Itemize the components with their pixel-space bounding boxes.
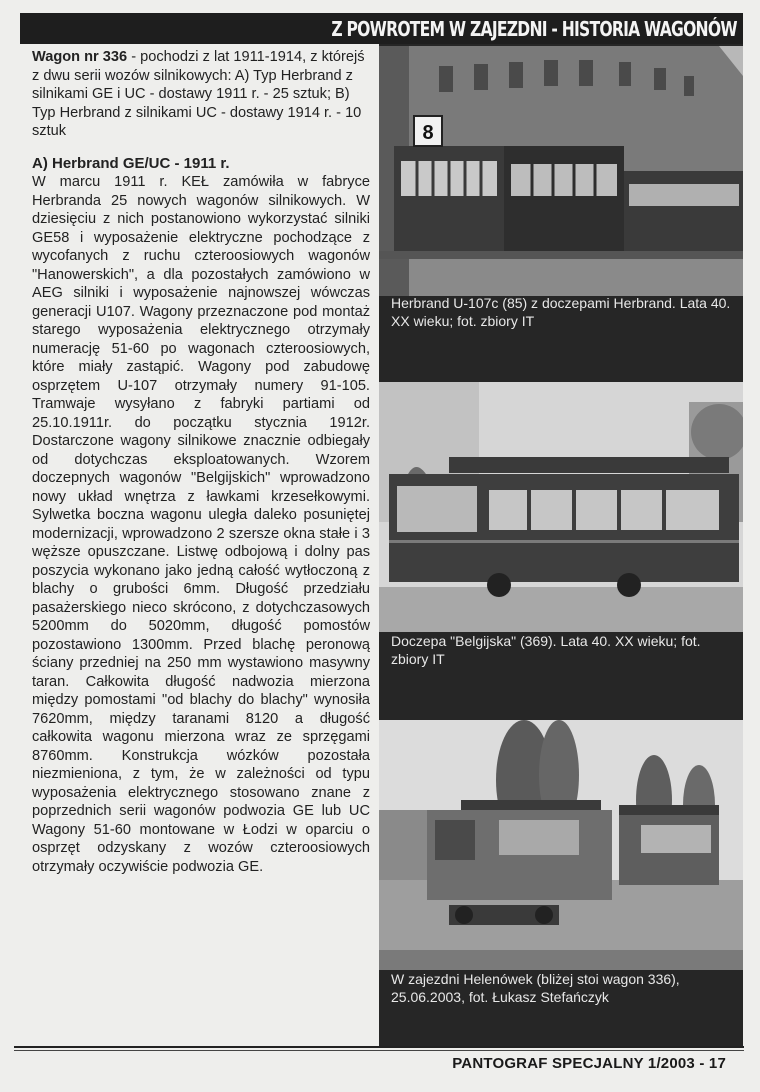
caption-photo-2: Doczepa "Belgijska" (369). Lata 40. XX wieku; fot. zbiory IT [391,633,701,667]
photo-belgian-trailer [379,382,743,632]
caption-photo-3: W zajezdni Helenówek (bliżej stoi wagon 336), 25.06.2003, fot. Łukasz Stefańczyk [391,971,680,1005]
caption-photo-1: Herbrand U-107c (85) z doczepami Herbrand. Lata 40. XX wieku; fot. zbiory IT [391,295,731,329]
footer-page-info: PANTOGRAF SPECJALNY 1/2003 - 17 [452,1055,726,1072]
section-body: W marcu 1911 r. KEŁ zamówiła w fabryce Herbranda 25 nowych wagonów silnikowych. W dziesięciu z nich postanowiono wykorzystać silniki GE58 i wyposażenie elektryczne pochodzące z wycofanych z ruchu czteroosiowych wagonów "Hanowerskich", a dla pozostałych zamówiono w AEG silniki i wyposażenie najnowszej wówczas generacji U107. Wagony przeznaczone pod montaż starego wyposażenia elektrycznego otrzymały numerację 51-60 po wagonach czteroosiowych, które miały zastąpić. Wagony pod zabudowę osprzętem U-107 otrzymały numery 91-105. Tramwaje wysyłano z fabryki partiami od 25.10.1911r. do początku stycznia 1912r. Dostarczone wagony silnikowe znacznie odbiegały od dotychczas eksploatowanych. Wzorem doczepnych wagonów "Belgijskich" wprowadzono nowy układ wnętrza z ławkami krzesełkowymi. Sylwetka boczna wagonu uległa daleko posuniętej modernizacji, wprowadzono 2 szersze okna stałe i 3 węższe opuszczane. Listwę odbojową i dolny pas poszycia wykonano jako jedną całość wytłoczoną z blachy o grubości 6mm. Długość przedziału pasażerskiego nieco skrócono, z dotychczasowych 5200mm do 5020mm, długość pomostów pozostawiono 1300mm. Przed blachę peronową ściany przedniej na 250 mm wystawiono masywny taran. Całkowita długość nadwozia mierzona między pomostami "od blachy do blachy" wynosiła 7620mm, między taranami 8120 a długość całkowita wagonu mierzona wraz ze sprzęgami 8760mm. Konstrukcja wózków pozostała niezmieniona, z tym, że w zależności od typu wyposażenia elektrycznego stosowano znane z poprzednich serii wagonów podwozia GE lub UC Wagony 51-60 montowane w Łodzi w oparciu o osprzęt odzyskany z wozów czteroosiowych otrzymały oczywiście podwozia GE. [32,174,370,875]
photo-column [379,44,743,1046]
photo-tram-herbrand-image [379,46,743,296]
photo-belgian-trailer-image [379,382,743,632]
intro-paragraph [32,48,370,141]
photo-helenowek-depot-image [379,720,743,970]
header-title: Z POWROTEM W ZAJEZDNI - HISTORIA WAGONÓW [331,17,737,41]
route-sign-number: 8 [422,122,434,144]
intro-lead: Wagon nr 336 [32,49,128,65]
photo-helenowek-depot [379,720,743,970]
article-text [32,48,370,876]
intro-text: - pochodzi z lat 1911-1914, z którejś z dwu serii wozów silnikowych: A) Typ Herbrand z silnikami GE i UC - dostawy 1911 r. - 25 sztuk; B) Typ Herbrand z silnikami UC - dostawy 1914 r. - 10 sztuk [32,49,365,139]
section-heading: A) Herbrand GE/UC - 1911 r. [32,154,230,172]
footer-rule [14,1046,744,1051]
header-bar [20,13,743,44]
photo-tram-herbrand [379,46,743,296]
